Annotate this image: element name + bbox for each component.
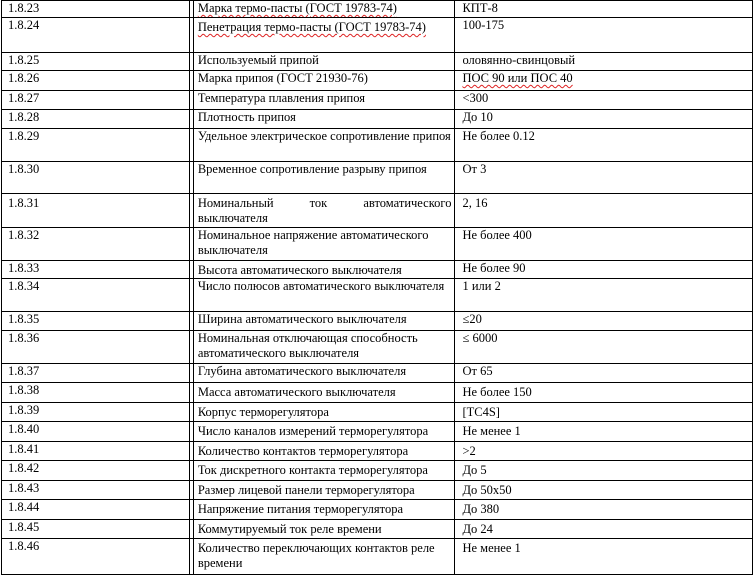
spec-table xyxy=(1,0,753,575)
row-number: 1.8.36 xyxy=(2,331,190,364)
row-value: >2 xyxy=(455,442,753,461)
row-number: 1.8.33 xyxy=(2,261,190,279)
table-row xyxy=(2,520,753,539)
row-value: Не менее 1 xyxy=(455,422,753,442)
row-number: 1.8.24 xyxy=(2,18,190,53)
row-number: 1.8.40 xyxy=(2,422,190,442)
row-parameter: Температура плавления припоя xyxy=(193,91,455,110)
row-parameter: Напряжение питания терморегулятора xyxy=(193,500,455,520)
row-parameter: Плотность припоя xyxy=(193,110,455,129)
row-value: Не более 90 xyxy=(455,261,753,279)
row-parameter-text: Пенетрация термо-пасты (ГОСТ 19783-74) xyxy=(197,20,426,34)
table-row xyxy=(2,331,753,364)
row-parameter xyxy=(193,18,455,53)
table-row xyxy=(2,91,753,110)
row-number: 1.8.25 xyxy=(2,53,190,71)
row-parameter: Марка припоя (ГОСТ 21930-76) xyxy=(193,71,455,91)
table-row xyxy=(2,53,753,71)
table-row xyxy=(2,194,753,228)
row-value xyxy=(455,71,753,91)
row-value: Не менее 1 xyxy=(455,539,753,575)
row-parameter: Размер лицевой панели терморегулятора xyxy=(193,481,455,500)
table-row xyxy=(2,383,753,403)
row-parameter: Число полюсов автоматического выключателя xyxy=(193,279,455,312)
row-value: До 10 xyxy=(455,110,753,129)
row-number: 1.8.41 xyxy=(2,442,190,461)
table-row xyxy=(2,1,753,18)
table-row xyxy=(2,279,753,312)
row-value: Не более 0.12 xyxy=(455,129,753,162)
row-number: 1.8.43 xyxy=(2,481,190,500)
table-row xyxy=(2,500,753,520)
row-value: До 24 xyxy=(455,520,753,539)
row-parameter: Ширина автоматического выключателя xyxy=(193,312,455,331)
table-row xyxy=(2,162,753,194)
row-value: 1 или 2 xyxy=(455,279,753,312)
row-value: ≤ 6000 xyxy=(455,331,753,364)
row-parameter: Число каналов измерений терморегулятора xyxy=(193,422,455,442)
row-parameter: Глубина автоматического выключателя xyxy=(193,364,455,383)
row-value: Не более 150 xyxy=(455,383,753,403)
row-parameter: Высота автоматического выключателя xyxy=(193,261,455,279)
table-row xyxy=(2,71,753,91)
row-number: 1.8.32 xyxy=(2,228,190,261)
row-value: 2, 16 xyxy=(455,194,753,228)
row-number: 1.8.38 xyxy=(2,383,190,403)
table-row xyxy=(2,422,753,442)
row-value: [TC4S] xyxy=(455,403,753,422)
row-parameter: Удельное электрическое сопротивление припоя xyxy=(193,129,455,162)
row-parameter-text: Марка термо-пасты (ГОСТ 19783-74) xyxy=(197,1,397,15)
table-row xyxy=(2,539,753,575)
table-row xyxy=(2,442,753,461)
row-number: 1.8.42 xyxy=(2,461,190,481)
row-number: 1.8.27 xyxy=(2,91,190,110)
row-value: От 65 xyxy=(455,364,753,383)
table-row xyxy=(2,228,753,261)
row-value: До 380 xyxy=(455,500,753,520)
row-value: От 3 xyxy=(455,162,753,194)
row-number: 1.8.37 xyxy=(2,364,190,383)
table-row xyxy=(2,403,753,422)
table-row xyxy=(2,312,753,331)
row-value: До 50х50 xyxy=(455,481,753,500)
row-parameter: Номинальное напряжение автоматического выключателя xyxy=(193,228,455,261)
table-row xyxy=(2,110,753,129)
row-number: 1.8.35 xyxy=(2,312,190,331)
table-row xyxy=(2,481,753,500)
row-value-text: ПОС 90 или ПОС 40 xyxy=(462,71,573,85)
row-value: 100-175 xyxy=(455,18,753,53)
row-number: 1.8.26 xyxy=(2,71,190,91)
table-row xyxy=(2,129,753,162)
row-parameter: Количество контактов терморегулятора xyxy=(193,442,455,461)
row-parameter: Используемый припой xyxy=(193,53,455,71)
row-number: 1.8.39 xyxy=(2,403,190,422)
row-value: До 5 xyxy=(455,461,753,481)
row-parameter: Номинальная отключающая способность автоматического выключателя xyxy=(193,331,455,364)
row-parameter: Номинальный ток автоматического выключателя xyxy=(193,194,455,228)
row-number: 1.8.30 xyxy=(2,162,190,194)
row-value: ≤20 xyxy=(455,312,753,331)
row-number: 1.8.45 xyxy=(2,520,190,539)
row-value: Не более 400 xyxy=(455,228,753,261)
table-row xyxy=(2,364,753,383)
row-number: 1.8.23 xyxy=(2,1,190,18)
row-number: 1.8.29 xyxy=(2,129,190,162)
row-number: 1.8.31 xyxy=(2,194,190,228)
row-parameter: Корпус терморегулятора xyxy=(193,403,455,422)
row-number: 1.8.46 xyxy=(2,539,190,575)
row-parameter xyxy=(193,1,455,18)
table-row xyxy=(2,18,753,53)
table-row xyxy=(2,261,753,279)
table-row xyxy=(2,461,753,481)
row-value: КПТ-8 xyxy=(455,1,753,18)
row-number: 1.8.34 xyxy=(2,279,190,312)
row-parameter: Коммутируемый ток реле времени xyxy=(193,520,455,539)
row-value: оловянно-свинцовый xyxy=(455,53,753,71)
row-number: 1.8.44 xyxy=(2,500,190,520)
row-parameter: Временное сопротивление разрыву припоя xyxy=(193,162,455,194)
row-parameter: Количество переключающих контактов реле времени xyxy=(193,539,455,575)
row-value: <300 xyxy=(455,91,753,110)
row-parameter: Масса автоматического выключателя xyxy=(193,383,455,403)
row-parameter: Ток дискретного контакта терморегулятора xyxy=(193,461,455,481)
row-number: 1.8.28 xyxy=(2,110,190,129)
